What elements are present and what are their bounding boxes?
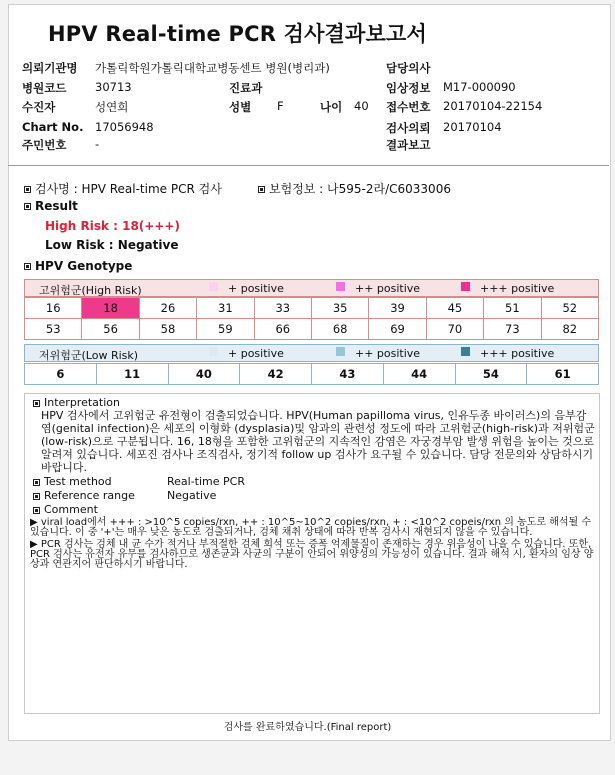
report-title: HPV Real-time PCR 검사결과보고서 [48,22,427,46]
sex-value: F [277,99,284,113]
high-legend-plus: + positive [228,282,284,295]
high-risk-header [24,279,599,297]
genotype-cell: 35 [311,298,368,319]
genotype-cell: 52 [541,298,598,319]
final-report-note: 검사를 완료하였습니다.(Final report) [223,722,392,733]
plus-plus-swatch [336,282,345,291]
high-risk-header-label: 고위험군(High Risk) [39,284,142,297]
genotype-cell: 54 [455,364,527,385]
reference-label: Reference range [44,489,135,502]
clinical-info-value: M17-000090 [443,80,516,94]
age-label: 나이 [320,100,343,114]
resident-value: - [95,137,100,151]
low-risk-table [24,363,599,385]
comment-text-2: ▶ PCR 검사는 검체 내 균 수가 적거나 부적절한 검체 희석 또는 증폭 억제물질이 존재하는 경우 위음성이 나올 수 있습니다. 또한, PCR 검사는 유전자 유무를 검사하므로 생존균과 사균의 구분이 안되어 위양성의 가능성이 있습니다. 결과 해석 시, 환자의 임상 양상과 연관지어 판단하시기 바랍니다. [30,539,594,570]
high-risk-result: High Risk : 18(+++) [45,219,180,233]
receipt-label: 접수번호 [386,100,431,114]
institution-label: 의뢰기관명 [22,61,78,75]
result-label: Result [35,199,78,213]
insurance-line [258,180,451,197]
patient-label: 수진자 [22,100,56,114]
genotype-cell: 39 [369,298,426,319]
test-name-line [24,180,222,197]
request-date-label: 검사의뢰 [386,121,431,135]
checkbox-icon [24,203,31,210]
plus-plus-swatch [336,347,345,356]
genotype-cell: 58 [139,319,196,340]
low-risk-result: Low Risk : Negative [45,238,179,252]
genotype-cell: 26 [139,298,196,319]
genotype-cell: 45 [426,298,483,319]
clinical-info-label: 임상정보 [386,81,431,95]
genotype-section-header [24,259,132,273]
request-date-value: 20170104 [443,120,502,134]
header-divider [8,165,609,166]
genotype-cell: 61 [527,364,599,385]
high-risk-row-1 [25,298,599,319]
checkbox-icon [33,493,40,500]
plus-plus-plus-swatch [461,347,470,356]
genotype-cell-positive: 18 [82,298,139,319]
genotype-cell: 31 [197,298,254,319]
genotype-cell: 44 [383,364,455,385]
checkbox-icon [24,186,31,193]
result-section-header [24,199,78,213]
test-method-value: Real-time PCR [167,475,245,488]
interpretation-text: HPV 검사에서 고위험군 유전형이 검출되었습니다. HPV(Human papilloma virus, 인유두종 바이러스)의 음부감염(genital infection)은 세포의 이형화 (dysplasia)및 암과의 관련성 정도에 따라 고위험군(high-risk)과 저위험군(low-risk)으로 구분됩니다. 16, 18형을 포함한 고위험군의 지속적인 감염은 자궁경부암 발생 위험을 높이는 것으로 알려져 있습니다. 세포진 검사나 조직검사, 정기적 follow up 검사가 요구될 수 있습니다. 담당 전문의와 상담하시기 바랍니다. [41,409,595,474]
reference-row [33,490,135,502]
dept-label: 진료과 [229,81,263,95]
comment-text-1: ▶ viral load에서 +++ : >10^5 copies/rxn, ++ : 10^5~10^2 copies/rxn, + : <10^2 copeis/rxn 의 농도로 해석될 수 있습니다. 이 중 '+'는 매우 낮은 농도로 검출되거나, 검체 채취 상태에 따라 반복 검사시 재현되지 않을 수 있습니다. [30,517,592,538]
genotype-cell: 69 [369,319,426,340]
low-legend-plus: + positive [228,347,284,360]
genotype-cell: 68 [311,319,368,340]
genotype-cell: 33 [254,298,311,319]
genotype-cell: 40 [168,364,240,385]
genotype-cell: 16 [25,298,82,319]
high-risk-table [24,297,599,340]
result-report-label: 결과보고 [386,138,431,152]
receipt-value: 20170104-22154 [443,99,543,113]
low-risk-header [24,344,599,362]
insurance-info: 보험정보 : 나595-2라/C6033006 [269,182,451,196]
genotype-cell: 53 [25,319,82,340]
checkbox-icon [33,479,40,486]
low-legend-plus-plus: ++ positive [355,347,421,360]
comment-label: Comment [44,503,98,516]
genotype-cell: 42 [240,364,312,385]
genotype-cell: 73 [484,319,541,340]
test-method-label: Test method [44,475,112,488]
checkbox-icon [258,186,265,193]
comment-row [33,504,98,516]
test-name: 검사명 : HPV Real-time PCR 검사 [35,182,222,196]
high-legend-plus-plus-plus: +++ positive [480,282,555,295]
sex-label: 성별 [229,100,252,114]
interpretation-label: Interpretation [44,396,120,409]
low-risk-row [25,364,599,385]
genotype-cell: 59 [197,319,254,340]
interpretation-header [33,397,120,409]
reference-value: Negative [167,489,217,502]
chart-label: Chart No. [22,120,84,134]
resident-label: 주민번호 [22,138,67,152]
patient-value: 성연희 [95,100,129,114]
institution-value: 가톨릭학원가톨릭대학교병동센트 병원(병리과) [95,61,330,75]
genotype-cell: 11 [96,364,168,385]
checkbox-icon [24,263,31,270]
hospital-code-label: 병원코드 [22,81,67,95]
plus-plus-plus-swatch [461,282,470,291]
interpretation-box [24,393,600,714]
low-legend-plus-plus-plus: +++ positive [480,347,555,360]
chart-value: 17056948 [95,120,154,134]
high-risk-row-2 [25,319,599,340]
genotype-cell: 51 [484,298,541,319]
hospital-code-value: 30713 [95,80,132,94]
genotype-cell: 56 [82,319,139,340]
doctor-label: 담당의사 [386,61,431,75]
checkbox-icon [33,400,40,407]
plus-swatch [209,347,218,356]
test-method-row [33,476,112,488]
plus-swatch [209,282,218,291]
checkbox-icon [33,507,40,514]
genotype-cell: 43 [312,364,384,385]
genotype-label: HPV Genotype [35,259,133,273]
low-risk-header-label: 저위험군(Low Risk) [39,349,139,362]
age-value: 40 [354,99,369,113]
genotype-cell: 70 [426,319,483,340]
genotype-cell: 66 [254,319,311,340]
genotype-cell: 6 [25,364,97,385]
high-legend-plus-plus: ++ positive [355,282,421,295]
genotype-cell: 82 [541,319,598,340]
